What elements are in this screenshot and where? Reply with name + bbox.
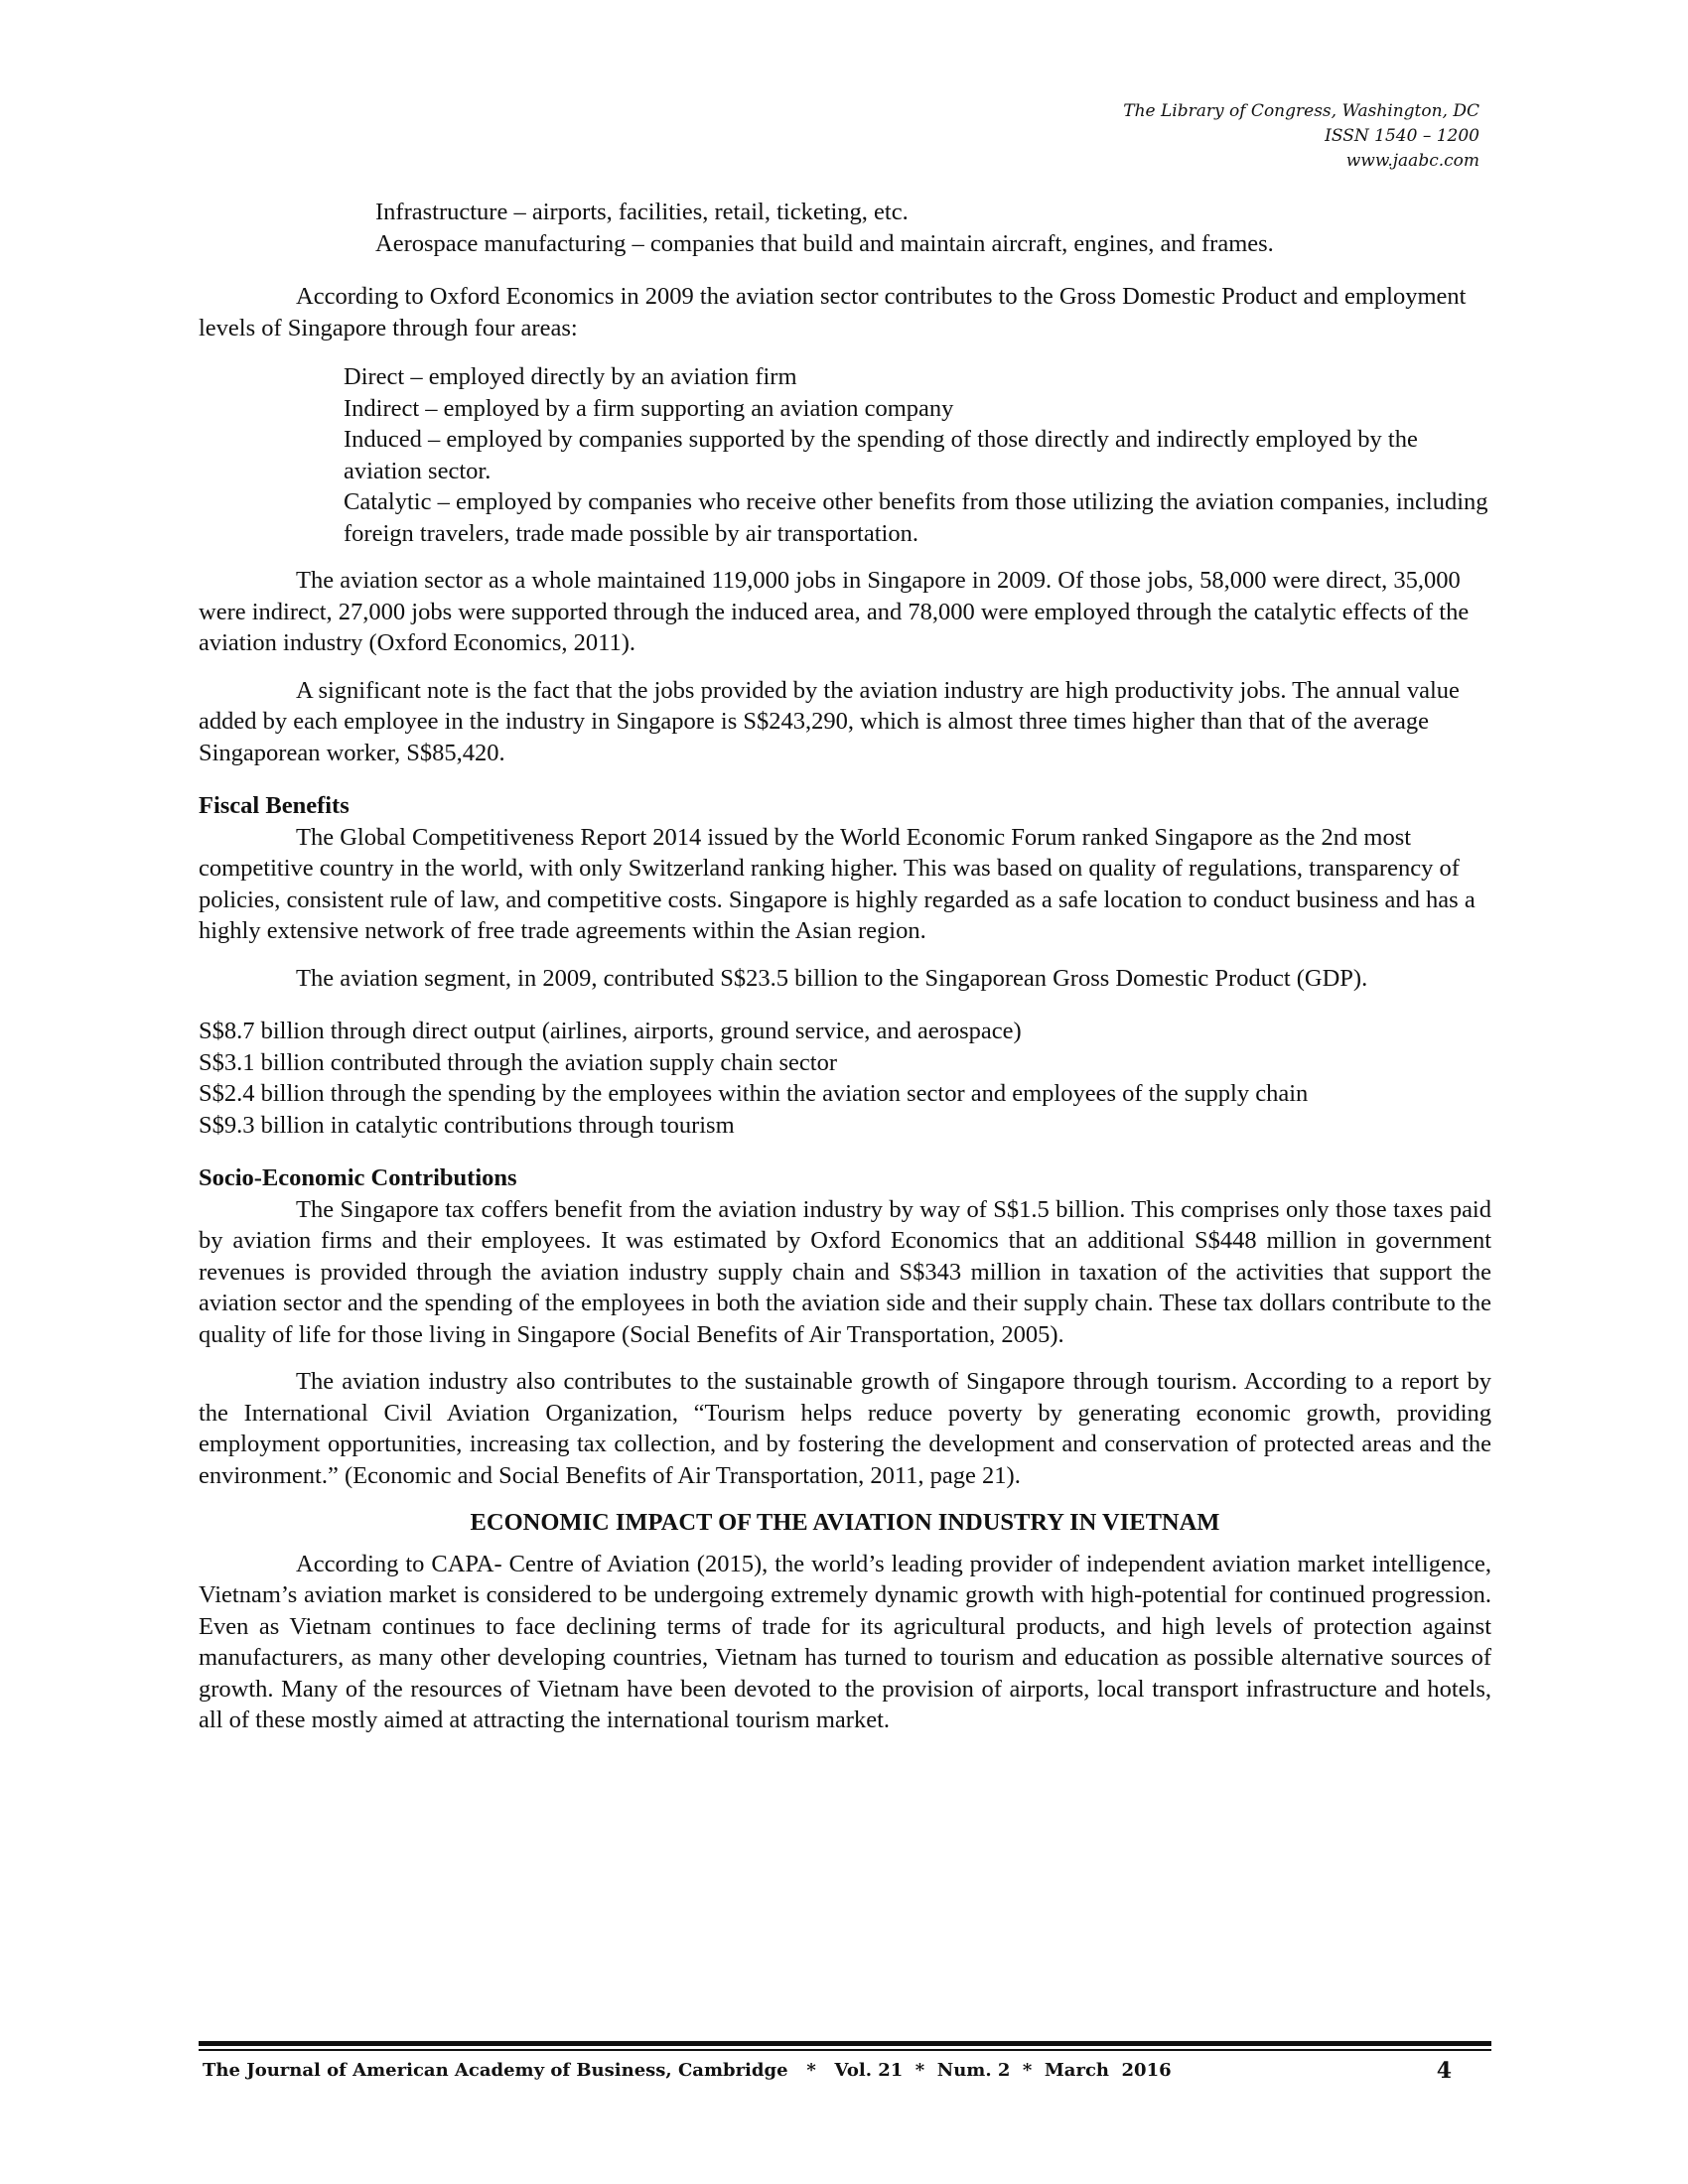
- list-item: S$9.3 billion in catalytic contributions through tourism: [199, 1111, 735, 1139]
- list-item: Infrastructure – airports, facilities, retail, ticketing, etc.: [375, 199, 909, 225]
- fiscal-benefits-heading: Fiscal Benefits: [199, 792, 350, 819]
- jobs-paragraph: The aviation sector as a whole maintained 119,000 jobs in Singapore in 2009. Of those jobs, 58,000 were direct, 35,000 were indirect, 27,000 jobs were supported through the induced area, and 78,000 were employed through the catalytic effects of the aviation industry (Oxford Economics, 2011).: [199, 567, 1470, 656]
- vietnam-paragraph: According to CAPA- Centre of Aviation (2015), the world’s leading provider of independent aviation market intelligence, Vietnam’s aviation market is considered to be undergoing extremely dynamic growth with high-potential for continued progression. Even as Vietnam continues to face declining terms of trade for its agricultural products, and high levels of protection against manufacturers, as many other developing countries, Vietnam has turned to tourism and education as possible alternative sources of growth. Many of the resources of Vietnam have been devoted to the provision of airports, local transport infrastructure and hotels, all of these mostly aimed at attracting the international tourism market.: [199, 1550, 1491, 1733]
- tax-paragraph: The Singapore tax coffers benefit from the aviation industry by way of S$1.5 billion. This comprises only those taxes paid by aviation firms and their employees. It was estimated by Oxford Economics that an additional S$448 million in government revenues is provided through the aviation industry supply chain and S$343 million in taxation of the activities that support the aviation sector and the spending of the employees in both the aviation side and their supply chain. These tax dollars contribute to the quality of life for those living in Singapore (Social Benefits of Air Transportation, 2005).: [199, 1195, 1491, 1348]
- oxford-economics-paragraph: According to Oxford Economics in 2009 the aviation sector contributes to the Gross Domestic Product and employment levels of Singapore through four areas:: [199, 283, 1467, 341]
- list-item: Catalytic – employed by companies who receive other benefits from those utilizing the aviation companies, including foreign travelers, trade made possible by air transportation.: [344, 488, 1488, 547]
- aviation-sectors-list: [199, 197, 1491, 259]
- list-item: Aerospace manufacturing – companies that build and maintain aircraft, engines, and frames.: [375, 229, 1274, 257]
- article-body: [199, 197, 1491, 1736]
- header-library-line: The Library of Congress, Washington, DC: [1123, 101, 1479, 121]
- header-website-line: www.jaabc.com: [1345, 151, 1479, 171]
- list-item: Direct – employed directly by an aviation firm: [344, 363, 797, 390]
- list-item: S$2.4 billion through the spending by the employees within the aviation sector and employees of the supply chain: [199, 1080, 1309, 1107]
- vietnam-section-heading: ECONOMIC IMPACT OF THE AVIATION INDUSTRY IN VIETNAM: [470, 1509, 1220, 1536]
- gdp-paragraph: The aviation segment, in 2009, contributed S$23.5 billion to the Singaporean Gross Domestic Product (GDP).: [296, 964, 1368, 992]
- socio-economic-heading: Socio-Economic Contributions: [199, 1164, 517, 1191]
- fiscal-paragraph: The Global Competitiveness Report 2014 issued by the World Economic Forum ranked Singapore as the 2nd most competitive country in the world, with only Switzerland ranking higher. This was based on quality of regulations, transparency of policies, consistent rule of law, and competitive costs. Singapore is highly regarded as a safe location to conduct business and has a highly extensive network of free trade agreements within the Asian region.: [199, 823, 1476, 944]
- gdp-contributions-list: [199, 1016, 1491, 1141]
- footer-rule-thin: [199, 2049, 1491, 2051]
- header-issn-line: ISSN 1540 – 1200: [1325, 126, 1479, 146]
- tourism-paragraph: The aviation industry also contributes to the sustainable growth of Singapore through tourism. According to a report by the International Civil Aviation Organization, “Tourism helps reduce poverty by generating economic growth, providing employment opportunities, increasing tax collection, and by fostering the development and conservation of protected areas and the environment.” (Economic and Social Benefits of Air Transportation, 2011, page 21).: [199, 1368, 1491, 1489]
- list-item: Induced – employed by companies supported by the spending of those directly and indirectly employed by the aviation sector.: [344, 426, 1418, 484]
- productivity-paragraph: A significant note is the fact that the jobs provided by the aviation industry are high productivity jobs. The annual value added by each employee in the industry in Singapore is S$243,290, which is almost three times higher than that of the average Singaporean worker, S$85,420.: [199, 676, 1460, 766]
- running-header: [1123, 99, 1479, 174]
- footer-rule-thick: [199, 2041, 1491, 2046]
- list-item: S$3.1 billion contributed through the aviation supply chain sector: [199, 1048, 838, 1076]
- footer-journal-citation: The Journal of American Academy of Business, Cambridge * Vol. 21 * Num. 2 * March 2016: [203, 2060, 1172, 2081]
- page-number: 4: [1436, 2058, 1452, 2084]
- list-item: Indirect – employed by a firm supporting an aviation company: [344, 394, 954, 422]
- contribution-areas-list: [199, 361, 1491, 549]
- list-item: S$8.7 billion through direct output (airlines, airports, ground service, and aerospace): [199, 1018, 1022, 1044]
